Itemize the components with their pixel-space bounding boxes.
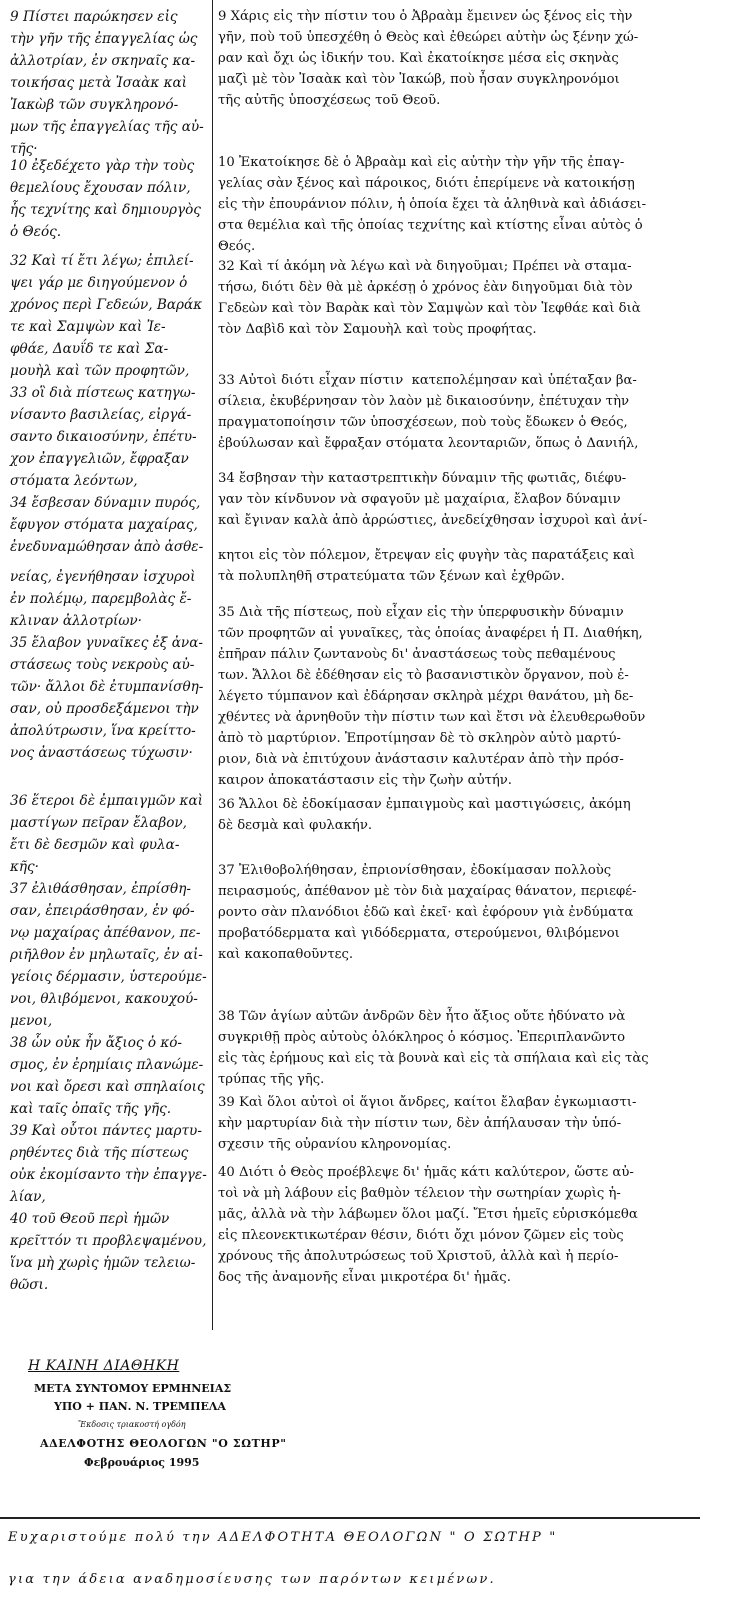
column-divider bbox=[212, 0, 213, 1330]
verse-39-ancient: 39 Καὶ οὗτοι πάντες μαρτυ- ρηθέντες διὰ τῆς πίστεως οὐκ ἐκομίσαντο τὴν ἐπαγγε- λίαν, bbox=[10, 1123, 207, 1205]
verse-36-modern: 36 Ἄλλοι δὲ ἐδοκίμασαν ἐμπαιγμοὺς καὶ μαστιγώσεις, ἀκόμη δὲ δεσμὰ καὶ φυλακήν. bbox=[218, 797, 631, 833]
verse-36-ancient: 36 ἕτεροι δὲ ἐμπαιγμῶν καὶ μαστίγων πεῖραν ἔλαβον, ἔτι δὲ δεσμῶν καὶ φυλα- κῆς· bbox=[10, 793, 203, 875]
book-edition: Ἔκδοσις τριακοστή ογδόη bbox=[78, 1420, 186, 1429]
verse-35-modern: 35 Διὰ τῆς πίστεως, ποὺ εἶχαν εἰς τὴν ὑπερφυσικὴν δύναμιν τῶν προφητῶν αἱ γυναῖκες, τὰς ὁποίας ἀναφέρει ἡ Π. Διαθήκη, ἐπῆραν πάλιν ζωντανοὺς δι' ἀναστάσεως τοὺς πεθαμένους των. Ἄλλοι δὲ ἐδέθησαν εἰς τὸ βασανιστικὸν ὄργανον, ποὺ ἐ- λέγετο τύμπανον καὶ ἐδάρησαν σκληρὰ μέχρι θανάτου, μὴ δε- χθέντες νὰ ἀρνηθοῦν τὴν πίστιν των καὶ ἔτσι νὰ ἐλευθερωθοῦν ἀπὸ τὸ μαρτύριον. Ἐπροτίμησαν δὲ τὸ σκληρὸν αὐτὸ μαρτύ- ριον, διὰ νὰ ἐπιτύχουν ἀνάστασιν καλυτέραν ἀπὸ τὴν πρόσ- καιρον ἀποκατάστασιν εἰς τὴν ζωὴν αὐτήν. bbox=[218, 605, 646, 788]
verse-39-modern: 39 Καὶ ὅλοι αὐτοὶ οἱ ἅγιοι ἄνδρες, καίτοι ἔλαβαν ἐγκωμιαστι- κὴν μαρτυρίαν διὰ τὴν πίστιν των, δὲν ἀπήλαυσαν τὴν ὑπό- σχεσιν τῆς οὐρανίου κληρονομίας. bbox=[218, 1095, 637, 1152]
book-date: Φεβρουάριος 1995 bbox=[84, 1456, 200, 1469]
verse-37-ancient: 37 ἐλιθάσθησαν, ἐπρίσθη- σαν, ἐπειράσθησαν, ἐν φό- νῳ μαχαίρας ἀπέθανον, πε- ριῆλθον ἐν μηλωταῖς, ἐν αἰ- γείοις δέρμασιν, ὑστερούμε- νοι, θλιβόμενοι, κακουχού- μενοι, bbox=[10, 881, 207, 1029]
verse-32-modern: 32 Καὶ τί ἀκόμη νὰ λέγω καὶ νὰ διηγοῦμαι; Πρέπει νὰ σταμα- τήσω, διότι δὲν θὰ μὲ ἀρκέσῃ ὁ χρόνος ἐὰν διηγοῦμαι διὰ τὸν Γεδεὼν καὶ τὸν Βαρὰκ καὶ τὸν Σαμψὼν καὶ τὸν Ἰεφθάε καὶ διὰ τὸν Δαβὶδ καὶ τὸν Σαμουὴλ καὶ τοὺς προφήτας. bbox=[218, 259, 641, 337]
verse-34-ancient: 34 ἔσβεσαν δύναμιν πυρός, ἔφυγον στόματα μαχαίρας, ἐνεδυναμώθησαν ἀπὸ ἀσθε- bbox=[10, 495, 204, 555]
verse-9-modern: 9 Χάρις εἰς τὴν πίστιν του ὁ Ἀβραὰμ ἔμεινεν ὡς ξένος εἰς τὴν γῆν, ποὺ τοῦ ὑπεσχέθη ὁ Θεὸς καὶ ἐθεώρει αὐτὴν ὡς ξένην χώ- ραν καὶ ὄχι ὡς ἰδικήν του. Καὶ ἐκατοίκησε μέσα εἰς σκηνὰς μαζὶ μὲ τὸν Ἰσαὰκ καὶ τὸν Ἰακώβ, ποὺ ἦσαν συγκληρονόμοι τῆς αὐτῆς ὑποσχέσεως τοῦ Θεοῦ. bbox=[218, 9, 639, 108]
verse-33-modern: 33 Αὐτοὶ διότι εἶχαν πίστιν κατεπολέμησαν καὶ ὑπέταξαν βα- σίλεια, ἐκυβέρνησαν τὸν λαὸν μὲ δικαιοσύνην, ἐπέτυχαν τὴν πραγματοποίησιν τῶν ὑποσχέσεων, ποὺ τοὺς ἔδωκεν ὁ Θεός, ἐβούλωσαν καὶ ἔφραξαν στόματα λεονταριῶν, ὅπως ὁ Δανιήλ, bbox=[218, 373, 639, 451]
book-author: ΥΠΟ + ΠΑΝ. Ν. ΤΡΕΜΠΕΛΑ bbox=[54, 1400, 226, 1413]
footer-rule bbox=[0, 1517, 700, 1519]
verse-34-modern-cont: κητοι εἰς τὸν πόλεμον, ἔτρεψαν εἰς φυγὴν τὰς παρατάξεις καὶ τὰ πολυπληθῆ στρατεύματα τῶν ξένων καὶ ἐχθρῶν. bbox=[218, 548, 636, 584]
thanks-line-2: για την άδεια αναδημοσίευσης των παρόντων κειμένων. bbox=[8, 1572, 496, 1587]
verse-32-ancient: 32 Καὶ τί ἔτι λέγω; ἐπιλεί- ψει γάρ με διηγούμενον ὁ χρόνος περὶ Γεδεών, Βαράκ τε καὶ Σαμψὼν καὶ Ἰε- φθάε, Δαυΐδ τε καὶ Σα- μουὴλ καὶ τῶν προφητῶν, bbox=[10, 253, 203, 379]
verse-35-ancient: 35 ἔλαβον γυναῖκες ἐξ ἀνα- στάσεως τοὺς νεκροὺς αὐ- τῶν· ἄλλοι δὲ ἐτυμπανίσθη- σαν, οὐ προσδεξάμενοι τὴν ἀπολύτρωσιν, ἵνα κρείττο- νος ἀναστάσεως τύχωσιν· bbox=[10, 635, 204, 761]
verse-37-modern: 37 Ἐλιθοβολήθησαν, ἐπριονίσθησαν, ἐδοκίμασαν πολλοὺς πειρασμούς, ἀπέθανον μὲ τὸν διὰ μαχαίρας θάνατον, περιεφέ- ροντο σὰν πλανόδιοι ἐδῶ καὶ ἐκεῖ· καὶ ἐφόρουν γιὰ ἐνδύματα προβατόδερματα καὶ γιδόδερματα, στερούμενοι, θλιβόμενοι καὶ κακοπαθοῦντες. bbox=[218, 863, 637, 962]
book-title: Η ΚΑΙΝΗ ΔΙΑΘΗΚΗ bbox=[28, 1358, 180, 1374]
verse-38-modern: 38 Τῶν ἁγίων αὐτῶν ἀνδρῶν δὲν ἦτο ἄξιος οὔτε ἠδύνατο νὰ συγκριθῇ πρὸς αὐτοὺς ὁλόκληρος ὁ κόσμος. Ἐπεριπλανῶντο εἰς τὰς ἐρήμους καὶ εἰς τὰ βουνὰ καὶ εἰς τὰ σπήλαια καὶ εἰς τὰς τρύπας τῆς γῆς. bbox=[218, 1009, 649, 1087]
verse-34-ancient-cont: νείας, ἐγενήθησαν ἰσχυροὶ ἐν πολέμῳ, παρεμβολὰς ἔ- κλιναν ἀλλοτρίων· bbox=[10, 569, 196, 629]
verse-10-modern: 10 Ἐκατοίκησε δὲ ὁ Ἀβραὰμ καὶ εἰς αὐτὴν τὴν γῆν τῆς ἐπαγ- γελίας σὰν ξένος καὶ πάροικος, διότι ἐπερίμενε νὰ κατοικήσῃ εἰς τὴν ἐπουράνιον πόλιν, ἡ ὁποία ἔχει τὰ ἀληθινὰ καὶ ἀδιάσει- στα θεμέλια καὶ τῆς ὁποίας τεχνίτης καὶ κτίστης εἶναι αὐτὸς ὁ Θεός. bbox=[218, 155, 647, 254]
verse-34-modern: 34 ἔσβησαν τὴν καταστρεπτικὴν δύναμιν τῆς φωτιᾶς, διέφυ- γαν τὸν κίνδυνον νὰ σφαγοῦν μὲ μαχαίρια, ἔλαβον δύναμιν καὶ ἔγιναν καλὰ ἀπὸ ἀρρώστιες, ἀνεδείχθησαν ἰσχυροὶ καὶ ἀνί- bbox=[218, 471, 648, 528]
verse-9-ancient: 9 Πίστει παρώκησεν εἰς τὴν γῆν τῆς ἐπαγγελίας ὡς ἀλλοτρίαν, ἐν σκηναῖς κα- τοικήσας μετὰ Ἰσαὰκ καὶ Ἰακὼβ τῶν συγκληρονό- μων τῆς ἐπαγγελίας τῆς αὐ- τῆς· bbox=[10, 9, 204, 157]
verse-33-ancient: 33 οἳ διὰ πίστεως κατηγω- νίσαντο βασιλείας, εἰργά- σαντο δικαιοσύνην, ἐπέτυ- χον ἐπαγγελιῶν, ἔφραξαν στόματα λεόντων, bbox=[10, 385, 197, 489]
source-footer bbox=[0, 1350, 729, 1600]
verse-40-modern: 40 Διότι ὁ Θεὸς προέβλεψε δι' ἡμᾶς κάτι καλύτερον, ὥστε αὐ- τοὶ νὰ μὴ λάβουν εἰς βαθμὸν τέλειον τὴν σωτηρίαν χωρὶς ἡ- μᾶς, ἀλλὰ νὰ τὴν λάβωμεν ὅλοι μαζί. Ἔτσι ἡμεῖς εὑρισκόμεθα εἰς πλεονεκτικωτέραν θέσιν, διότι ὄχι μόνον ζῶμεν εἰς τοὺς χρόνους τῆς ἀπολυτρώσεως τοῦ Χριστοῦ, ἀλλὰ καὶ ἡ περίο- δος τῆς ἀναμονῆς εἶναι μικροτέρα δι' ἡμᾶς. bbox=[218, 1165, 638, 1285]
verse-38-ancient: 38 ὧν οὐκ ἦν ἄξιος ὁ κό- σμος, ἐν ἐρημίαις πλανώμε- νοι καὶ ὄρεσι καὶ σπηλαίοις καὶ ταῖς ὀπαῖς τῆς γῆς. bbox=[10, 1035, 205, 1117]
book-subtitle: ΜΕΤΑ ΣΥΝΤΟΜΟΥ ΕΡΜΗΝΕΙΑΣ bbox=[34, 1382, 232, 1395]
verse-10-ancient: 10 ἐξεδέχετο γὰρ τὴν τοὺς θεμελίους ἔχουσαν πόλιν, ἧς τεχνίτης καὶ δημιουργὸς ὁ Θεός. bbox=[10, 158, 201, 240]
book-publisher: ΑΔΕΛΦΟΤΗΣ ΘΕΟΛΟΓΩΝ "Ο ΣΩΤΗΡ" bbox=[40, 1437, 287, 1450]
thanks-line-1: Ευχαριστούμε πολύ την ΑΔΕΛΦΟΤΗΤΑ ΘΕΟΛΟΓΩΝ " Ο ΣΩΤΗΡ " bbox=[8, 1530, 558, 1545]
verse-40-ancient: 40 τοῦ Θεοῦ περὶ ἡμῶν κρεῖττόν τι προβλεψαμένου, ἵνα μὴ χωρὶς ἡμῶν τελειω- θῶσι. bbox=[10, 1211, 207, 1293]
